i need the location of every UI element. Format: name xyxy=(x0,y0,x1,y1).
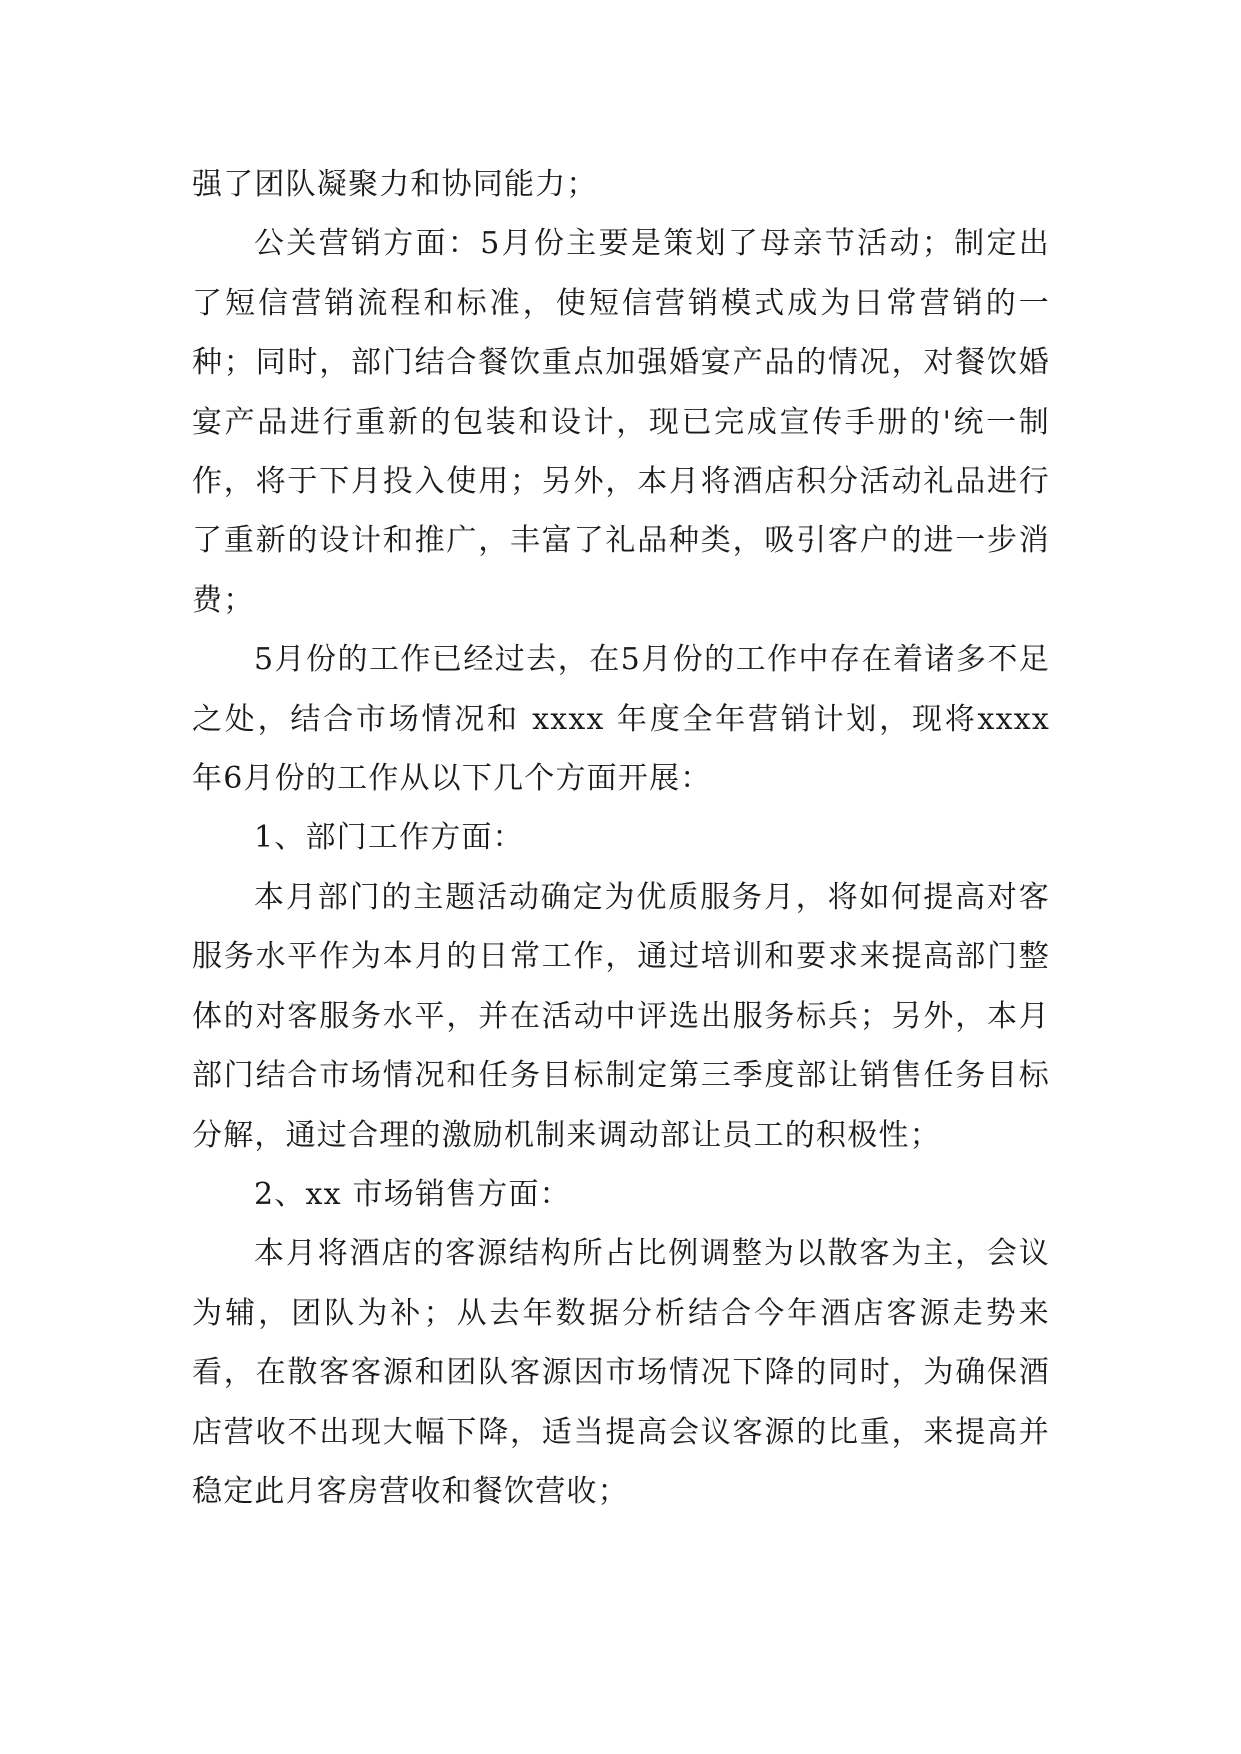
section-heading: 1、部门工作方面： xyxy=(254,820,524,856)
document-body xyxy=(192,155,1050,1521)
section-heading: 2、xx 市场销售方面： xyxy=(254,1176,571,1212)
paragraph: 本月将酒店的客源结构所占比例调整为以散客为主，会议为辅，团队为补；从去年数据分析结合今年酒店客源走势来看，在散客客源和团队客源因市场情况下降的同时，为确保酒店营收不出现大幅下降，适当提高会议客源的比重，来提高并稳定此月客房营收和餐饮营收； xyxy=(192,1236,1050,1509)
paragraph: 公关营销方面：5月份主要是策划了母亲节活动；制定出了短信营销流程和标准，使短信营销模式成为日常营销的一种；同时，部门结合餐饮重点加强婚宴产品的情况，对餐饮婚宴产品进行重新的包装和设计，现已完成宣传手册的'统一制作，将于下月投入使用；另外，本月将酒店积分活动礼品进行了重新的设计和推广，丰富了礼品种类，吸引客户的进一步消费； xyxy=(192,226,1050,618)
paragraph: 5月份的工作已经过去，在5月份的工作中存在着诸多不足之处，结合市场情况和 xxxx 年度全年营销计划，现将xxxx 年6月份的工作从以下几个方面开展： xyxy=(192,642,1050,797)
paragraph: 本月部门的主题活动确定为优质服务月，将如何提高对客服务水平作为本月的日常工作，通过培训和要求来提高部门整体的对客服务水平，并在活动中评选出服务标兵；另外，本月部门结合市场情况和任务目标制定第三季度部让销售任务目标分解，通过合理的激励机制来调动部让员工的积极性； xyxy=(192,879,1050,1153)
paragraph: 强了团队凝聚力和协同能力； xyxy=(192,167,598,202)
